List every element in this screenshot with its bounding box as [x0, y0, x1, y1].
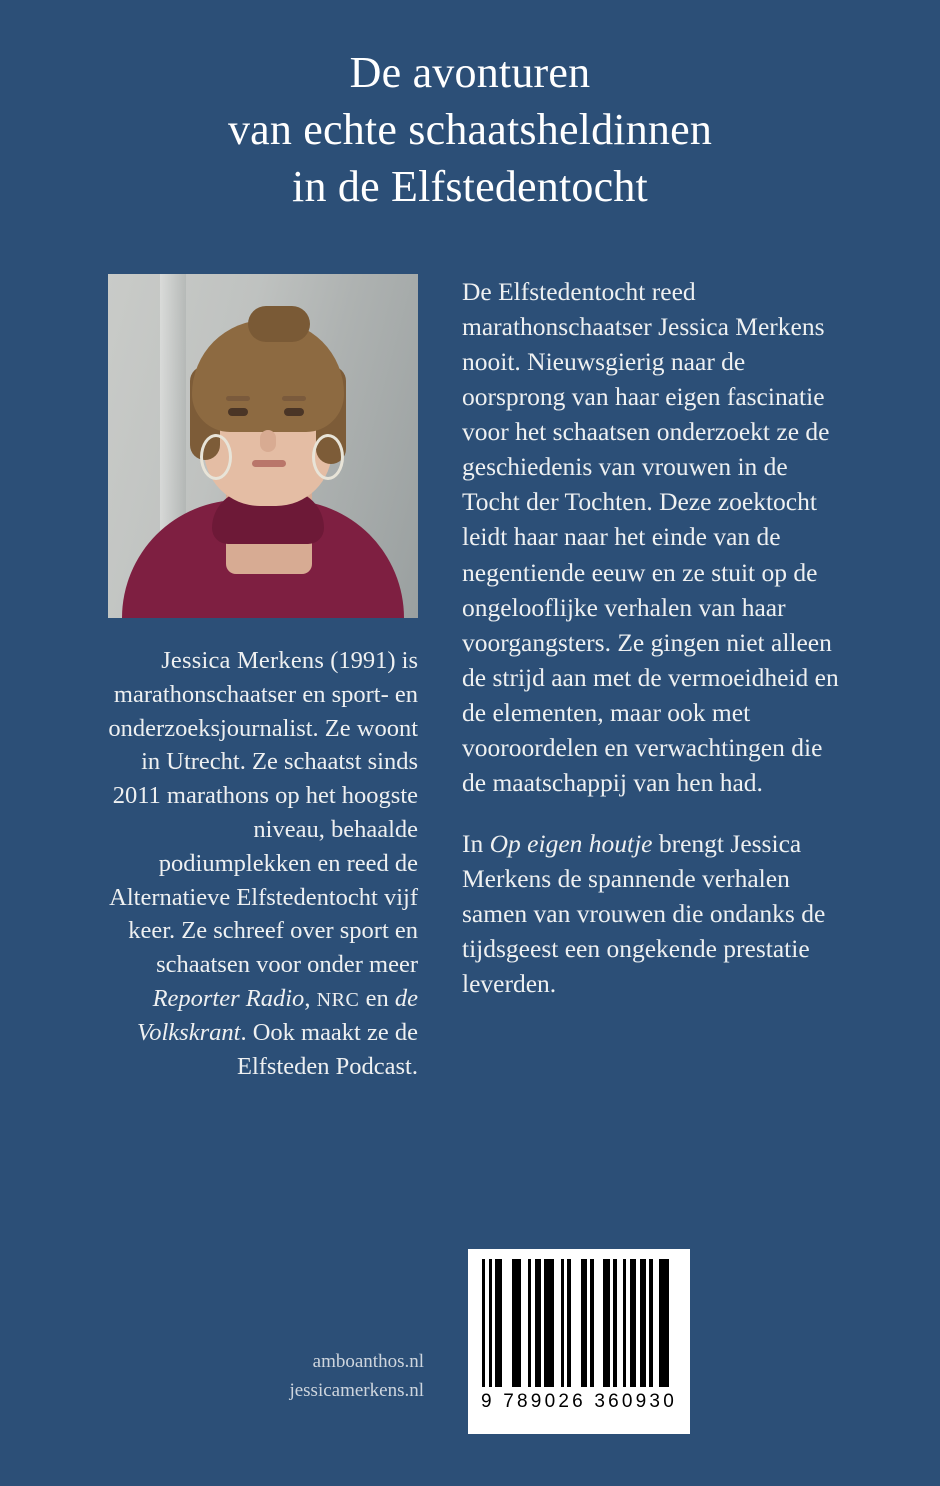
- headline-line-3: in de Elfstedentocht: [292, 162, 648, 212]
- barcode-bar: [571, 1259, 581, 1387]
- headline-line-2: van echte schaatsheldinnen: [227, 105, 713, 155]
- barcode-bar: [669, 1259, 676, 1387]
- photo-eyebrow-left: [226, 396, 250, 401]
- photo-eye-right: [284, 408, 304, 416]
- isbn-barcode: [468, 1249, 690, 1434]
- photo-hair-bun: [248, 306, 310, 342]
- photo-nose: [260, 430, 276, 452]
- photo-eyebrow-right: [282, 396, 306, 401]
- headline-line-1: De avonturen: [349, 48, 591, 97]
- photo-earring-left: [200, 434, 232, 480]
- photo-mouth: [252, 460, 286, 467]
- photo-earring-right: [312, 434, 344, 480]
- photo-eye-left: [228, 408, 248, 416]
- footer-links: [252, 1347, 424, 1406]
- blurb-paragraph-1: De Elfstedentocht reed marathonschaatser Jessica Merkens nooit. Nieuwsgierig naar de oorsprong van haar eigen fascinatie voor het schaatsen onderzoekt ze de geschiedenis van vrouwen in de Tocht der Tochten. Deze zoektocht leidt haar naar het einde van de negentiende eeuw en ze stuit op de ongelooflijke verhalen van haar voorgangsters. Ze gingen niet alleen de strijd aan met de vermoeidheid en de elementen, maar ook met vooroordelen en verwachtingen die de maatschappij van hen had.: [462, 277, 839, 797]
- barcode-bar: [594, 1259, 604, 1387]
- author-column: [108, 274, 418, 1083]
- barcode-bar: [659, 1259, 669, 1387]
- barcode-bar: [502, 1259, 512, 1387]
- author-bio: Jessica Merkens (1991) is marathonschaatser en sport- en onderzoeksjournalist. Ze woont in Utrecht. Ze schaatst sinds 2011 marathons op het hoogste niveau, behaalde podiumplekken en reed de Alternatieve Elfstedentocht vijf keer. Ze schreef over sport en schaatsen voor onder meer Reporter Radio, NRC en de Volkskrant. Ook maakt ze de Elfsteden Podcast.: [108, 647, 418, 1080]
- isbn-number: 9 789026 360930: [481, 1391, 677, 1412]
- barcode-bar: [512, 1259, 522, 1387]
- author-website-link[interactable]: jessicamerkens.nl: [289, 1380, 424, 1402]
- publisher-website-link[interactable]: amboanthos.nl: [312, 1351, 424, 1372]
- blurb-paragraph-2: In Op eigen houtje brengt Jessica Merkens de spannende verhalen samen van vrouwen die ondanks de tijdsgeest een ongekende prestatie leverden.: [462, 828, 826, 999]
- blurb-column: [462, 274, 844, 1001]
- page-title: [0, 44, 940, 216]
- barcode-bar: [544, 1259, 554, 1387]
- barcode-bars: [482, 1259, 676, 1387]
- author-photo: [108, 274, 418, 618]
